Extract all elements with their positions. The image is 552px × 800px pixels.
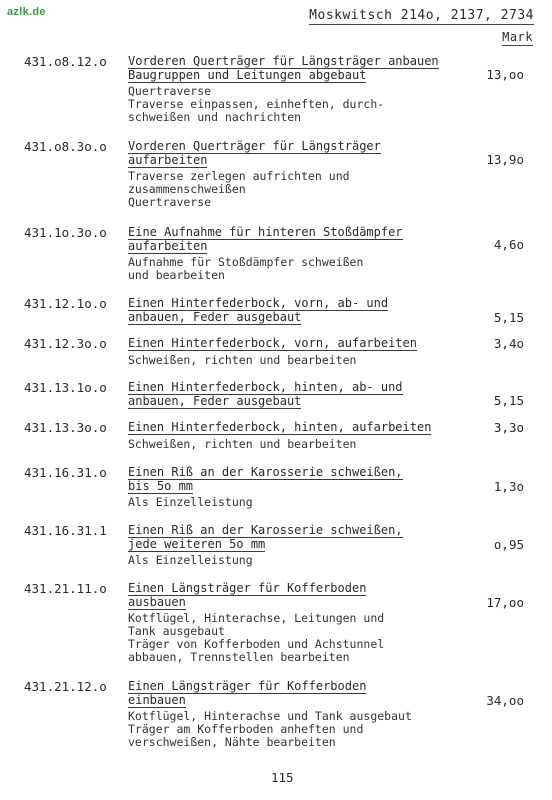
entry-title-text: ausbauen [128,594,186,609]
entry-code: 431.1o.3o.o [24,225,107,240]
entry-title-line [128,337,417,351]
entry-title-text: Baugruppen und Leitungen abgebaut [128,67,367,82]
entry-description [128,256,403,282]
entry-description-line: Quertraverse [128,84,212,98]
entry-description [128,170,381,209]
entry-title-line [128,240,403,254]
entry-text [128,381,403,408]
entry-description-line: Schweißen, richten und bearbeiten [128,436,357,451]
entry-code: 431.16.31.1 [24,523,107,538]
entry-code: 431.12.1o.o [24,296,107,311]
entry-title-line [128,524,403,538]
entry-description-line: Als Einzelleistung [128,553,253,567]
entry-title-line [128,381,403,395]
entry-title-text: Einen Riß an der Karosserie schweißen, [128,465,403,479]
entry-title-line [128,466,403,480]
entry-description-line: Traverse einpassen, einheften, durch- [128,97,385,111]
entry-title-text: Einen Längsträger für Kofferboden [128,581,367,595]
entry-code: 431.21.12.o [24,679,107,694]
entry-price: 34,oo [486,693,524,708]
entry-title-line [128,582,384,596]
entry-title-line [128,596,384,610]
entry-price: 1,3o [493,479,524,494]
entry-text [128,466,403,509]
entry-description [128,612,384,664]
entry-title-line [128,680,412,694]
entry-description [128,354,417,367]
entry-title-line [128,421,431,435]
entry-title-line [128,311,388,325]
entry-title-line [128,297,388,311]
entry-description [128,438,431,451]
entry-code: 431.o8.12.o [24,54,107,69]
entry-description-line: Schweißen, richten und bearbeiten [128,352,357,367]
entry-title-text: Vorderen Querträger für Längsträger [128,139,381,153]
entry-title-text: anbauen, Feder ausgebaut [128,393,302,408]
entry-title-line [128,395,403,409]
entry-text [128,297,388,324]
entry-description [128,496,403,509]
site-watermark: azlk.de [7,6,46,18]
entry-price: 3,4o [493,336,524,351]
entry-description [128,85,439,124]
entry-text [128,524,403,567]
entry-description [128,554,403,567]
entry-title-line [128,69,439,83]
entry-text [128,140,381,209]
entry-title-text: bis 5o mm [128,478,194,493]
entry-description-line: schweißen und nachrichten [128,110,302,124]
entry-title-text: Einen Riß an der Karosserie schweißen, [128,523,403,537]
entry-text [128,55,439,124]
entry-title-text: Einen Hinterfederbock, vorn, aufarbeiten [128,336,417,350]
entry-price: 4,6o [493,237,524,252]
entry-code: 431.21.11.o [24,581,107,596]
entry-title-text: einbauen [128,692,186,707]
entry-title-text: aufarbeiten [128,152,208,167]
entry-price: o,95 [493,537,524,552]
entry-code: 431.16.31.o [24,465,107,480]
entry-price: 17,oo [486,595,524,610]
entry-description-line: Träger am Kofferboden anheften und [128,722,364,736]
entry-text [128,337,417,367]
entry-description-line: Aufnahme für Stoßdämpfer schweißen [128,255,364,269]
entry-title-line [128,538,403,552]
entry-description-line: zusammenschweißen [128,182,246,196]
entry-code: 431.12.3o.o [24,336,107,351]
entry-price: 13,9o [486,152,524,167]
entry-description-line: Als Einzelleistung [128,495,253,509]
entry-title-text: Eine Aufnahme für hinteren Stoßdämpfer [128,225,403,239]
entry-title-text: Einen Hinterfederbock, hinten, ab- und [128,380,403,394]
entry-description-line: Kotflügel, Hinterachse, Leitungen und [128,611,385,625]
entry-description [128,710,412,749]
entry-title-text: Einen Längsträger für Kofferboden [128,679,367,693]
entry-title-line [128,140,381,154]
entry-description-line: Tank ausgebaut [128,624,225,638]
entry-description-line: verschweißen, Nähte bearbeiten [128,735,336,749]
entry-title-text: anbauen, Feder ausgebaut [128,309,302,324]
entry-description-line: und bearbeiten [128,268,225,282]
entry-price: 5,15 [493,310,524,325]
entry-text [128,582,384,664]
entry-text [128,680,412,749]
entry-code: 431.o8.3o.o [24,139,107,154]
entry-text [128,421,431,451]
entry-description-line: abbauen, Trennstellen bearbeiten [128,650,350,664]
entry-code: 431.13.1o.o [24,380,107,395]
entry-description-line: Kotflügel, Hinterachse und Tank ausgebaut [128,709,412,723]
entry-title-line [128,226,403,240]
entry-price: 5,15 [493,393,524,408]
document-header-title: Moskwitsch 214o, 2137, 2734 [309,8,534,23]
page-number: 115 [271,770,294,785]
entry-description-line: Quertraverse [128,195,212,209]
entry-title-text: aufarbeiten [128,238,208,253]
price-column-header: Mark [502,30,533,44]
entry-title-text: Einen Hinterfederbock, hinten, aufarbeiten [128,420,432,434]
entry-title-line [128,55,439,69]
entry-price: 13,oo [486,67,524,82]
entry-code: 431.13.3o.o [24,420,107,435]
entry-description-line: Traverse zerlegen aufrichten und [128,169,350,183]
entry-title-line [128,480,403,494]
entry-title-line [128,154,381,168]
entry-text [128,226,403,282]
entry-title-text: jede weiteren 5o mm [128,536,266,551]
entry-price: 3,3o [493,420,524,435]
entry-title-text: Vorderen Querträger für Längsträger anbauen [128,54,439,68]
entry-title-line [128,694,412,708]
entry-title-text: Einen Hinterfederbock, vorn, ab- und [128,296,389,310]
entry-description-line: Träger von Kofferboden und Achstunnel [128,637,385,651]
